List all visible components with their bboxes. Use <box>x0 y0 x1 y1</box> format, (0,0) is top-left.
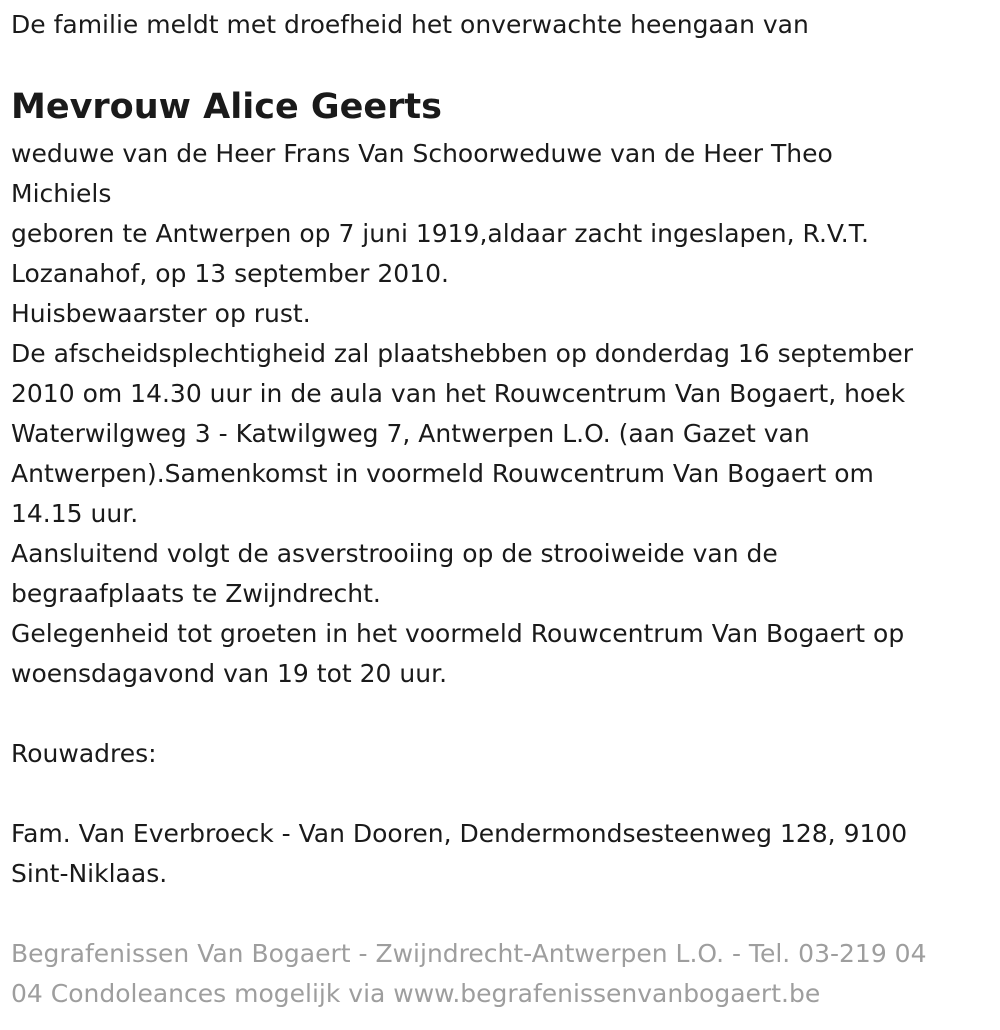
mourning-address <box>11 814 907 894</box>
body-line: Aansluitend volgt de asverstrooiing op de strooiweide van de <box>11 539 778 568</box>
address-line: Sint-Niklaas. <box>11 859 168 888</box>
body-line: Lozanahof, op 13 september 2010. <box>11 259 449 288</box>
body-line: Gelegenheid tot groeten in het voormeld Rouwcentrum Van Bogaert op <box>11 619 905 648</box>
address-line: Fam. Van Everbroeck - Van Dooren, Dendermondsesteenweg 128, 9100 <box>11 819 908 848</box>
body-line: woensdagavond van 19 tot 20 uur. <box>11 659 448 688</box>
body-line: Antwerpen).Samenkomst in voormeld Rouwcentrum Van Bogaert om <box>11 459 874 488</box>
footer-line: Begrafenissen Van Bogaert - Zwijndrecht-Antwerpen L.O. - Tel. 03-219 04 <box>11 939 927 968</box>
body-line: weduwe van de Heer Frans Van Schoorweduwe van de Heer Theo <box>11 139 833 168</box>
body-line: 14.15 uur. <box>11 499 139 528</box>
footer-line: 04 Condoleances mogelijk via www.begrafenissenvanbogaert.be <box>11 979 821 1008</box>
address-label: Rouwadres: <box>11 739 157 768</box>
obituary-body <box>11 134 913 694</box>
intro-text: De familie meldt met droefheid het onverwachte heengaan van <box>11 10 809 39</box>
funeral-home-footer <box>11 934 926 1014</box>
body-line: Huisbewaarster op rust. <box>11 299 311 328</box>
body-line: Waterwilgweg 3 - Katwilgweg 7, Antwerpen L.O. (aan Gazet van <box>11 419 810 448</box>
body-line: geboren te Antwerpen op 7 juni 1919,aldaar zacht ingeslapen, R.V.T. <box>11 219 870 248</box>
body-line: De afscheidsplechtigheid zal plaatshebben op donderdag 16 september <box>11 339 913 368</box>
body-line: 2010 om 14.30 uur in de aula van het Rouwcentrum Van Bogaert, hoek <box>11 379 906 408</box>
deceased-name: Mevrouw Alice Geerts <box>11 87 442 127</box>
body-line: Michiels <box>11 179 112 208</box>
body-line: begraafplaats te Zwijndrecht. <box>11 579 381 608</box>
